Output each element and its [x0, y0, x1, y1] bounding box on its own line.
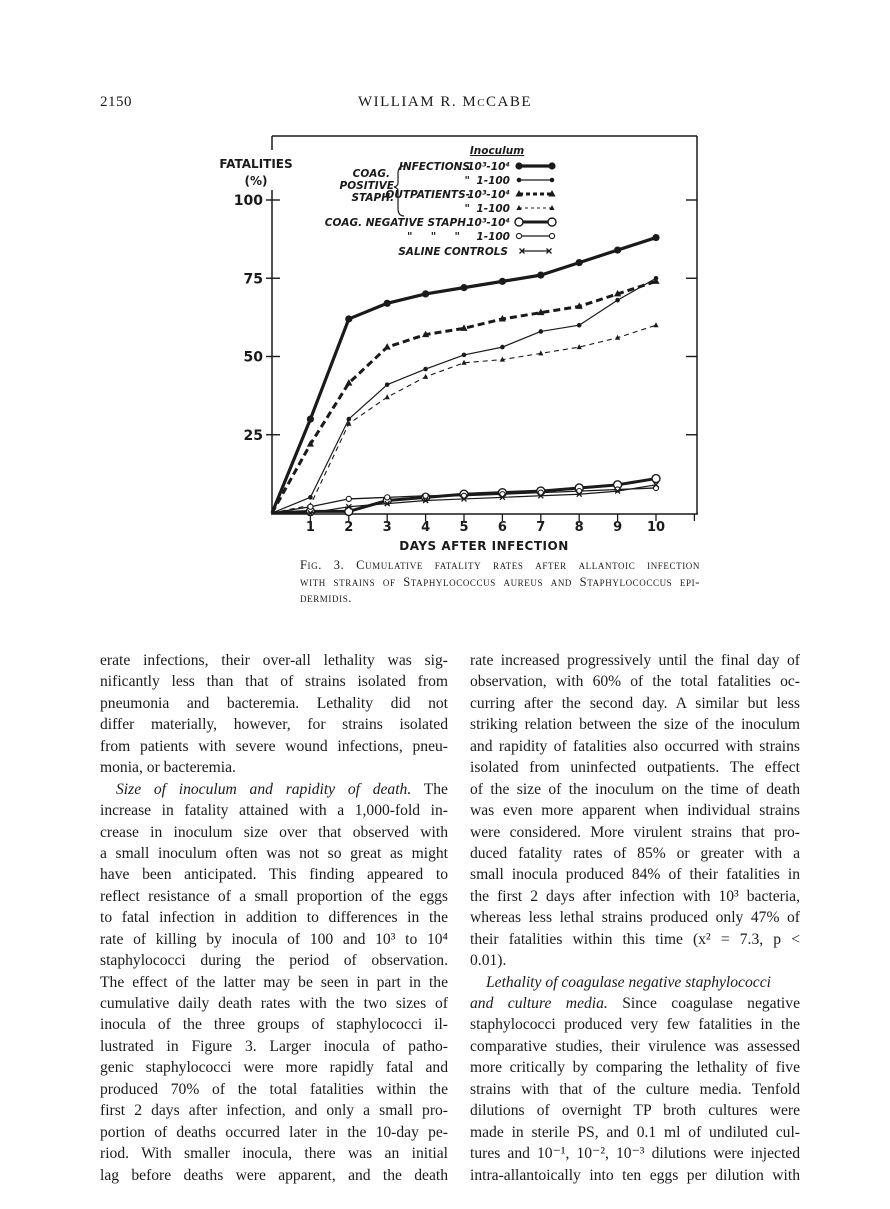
legend-label: COAG. NEGATIVE STAPH. — [324, 217, 470, 229]
text-line — [470, 1100, 800, 1121]
text-line — [470, 972, 800, 993]
text-span: comparative studies, their virulence was assessed — [470, 1037, 800, 1055]
text-span: a small inoculum often was not so great as might — [100, 844, 448, 862]
x-tick-label: 1 — [305, 520, 315, 535]
text-line — [470, 757, 800, 778]
text-line — [470, 1122, 800, 1143]
x-tick-label: 2 — [344, 520, 354, 535]
legend-label: " " " — [407, 231, 460, 243]
text-span: 0.01). — [470, 952, 507, 970]
text-line — [470, 993, 800, 1014]
point-small-dot — [423, 367, 428, 372]
text-line — [470, 1036, 800, 1057]
text-line — [100, 886, 448, 907]
legend-label: SALINE CONTROLS — [398, 246, 508, 258]
point-filled-circle — [384, 300, 391, 307]
text-line — [100, 864, 448, 885]
text-span: was even more apparent when individual strains — [470, 802, 800, 820]
text-line — [100, 1122, 448, 1143]
text-span: riod. With smaller inocula, there was an initial — [100, 1145, 448, 1163]
text-line — [470, 650, 800, 671]
text-span: portion of deaths occurred later in the 10-day pe- — [100, 1123, 448, 1141]
point-filled-circle — [576, 259, 583, 266]
text-span: strains with that of the culture media. Tenfold — [470, 1080, 800, 1098]
series-line — [272, 238, 656, 513]
point-small-triangle — [538, 350, 543, 355]
point-small-open-circle — [516, 233, 521, 238]
text-line — [470, 907, 800, 928]
text-line — [470, 822, 800, 843]
legend-inoculum: 1-100 — [476, 231, 510, 243]
x-tick-label: 3 — [382, 520, 392, 535]
text-span: the first 2 days after infection with 10³ bacteria, — [470, 887, 800, 905]
text-span: reflect resistance of a small proportion of the eggs — [100, 887, 448, 905]
point-small-dot — [517, 178, 522, 183]
italic-heading: Size of inoculum and rapidity of death. — [116, 780, 412, 798]
point-small-triangle — [385, 394, 390, 399]
text-line — [470, 1014, 800, 1035]
point-small-dot — [500, 345, 505, 350]
text-span: whereas less lethal strains produced only 47% of — [470, 909, 800, 927]
text-span: made in sterile PS, and 0.1 ml of undiluted cul- — [470, 1123, 800, 1141]
point-filled-circle — [515, 162, 522, 169]
text-span: monia, or bacteremia. — [100, 759, 236, 777]
italic-heading: and culture media. — [470, 995, 608, 1012]
legend-group-positive: POSITIVE — [339, 180, 394, 192]
text-span: staphylococci during the period of observation. — [100, 952, 448, 970]
text-line — [470, 929, 800, 950]
text-line — [470, 693, 800, 714]
point-filled-circle — [614, 246, 621, 253]
point-filled-circle — [422, 290, 429, 297]
point-filled-triangle — [384, 343, 391, 350]
text-span: of the size of the inoculum on the time of death — [470, 780, 800, 798]
point-small-dot — [308, 495, 313, 500]
text-line — [100, 779, 448, 800]
x-axis-label: DAYS AFTER INFECTION — [399, 539, 569, 553]
point-filled-circle — [537, 272, 544, 279]
point-small-open-circle — [385, 495, 390, 500]
text-span: intra-allantoically into ten eggs per dilution with — [470, 1166, 800, 1184]
text-span: tures and 10⁻¹, 10⁻², 10⁻³ dilutions were injected — [470, 1145, 800, 1163]
point-filled-circle — [652, 234, 659, 241]
series-3 — [272, 277, 660, 513]
text-span: produced 70% of the total fatalities within the — [100, 1080, 448, 1098]
text-span: observation, with 60% of the total fatalities oc- — [470, 673, 800, 691]
text-line — [100, 1100, 448, 1121]
text-line — [100, 950, 448, 971]
text-span: from patients with severe wound infections, pneu- — [100, 737, 448, 755]
text-line — [100, 1143, 448, 1164]
point-small-dot — [550, 178, 555, 183]
point-small-open-circle — [423, 493, 428, 498]
x-tick-label: 4 — [421, 520, 431, 535]
text-span: were considered. More virulent strains that pro- — [470, 823, 800, 841]
legend-label: " — [464, 203, 470, 215]
text-span: and rapidity of fatalities also occurred with strains — [470, 737, 800, 755]
fatality-chart — [0, 0, 890, 560]
point-filled-circle — [548, 162, 555, 169]
text-span: The effect of the latter may be seen in part in the — [100, 973, 448, 991]
text-line — [470, 1165, 800, 1186]
text-span: staphylococci produced very few fatalities in the — [470, 1016, 800, 1034]
y-tick-label: 100 — [233, 193, 263, 209]
legend-inoculum: 10³-10⁴ — [467, 217, 510, 229]
text-line — [470, 779, 800, 800]
text-line — [100, 736, 448, 757]
text-span: rate of killing by inocula of 100 and 10³ to 10⁴ — [100, 930, 448, 948]
series-4 — [272, 322, 659, 513]
text-line — [470, 1057, 800, 1078]
x-tick-label: 10 — [646, 520, 666, 535]
text-line — [100, 1079, 448, 1100]
figure-caption — [300, 557, 700, 607]
text-line — [470, 1143, 800, 1164]
text-span: their fatalities within this time (x² = 7.3, p < — [470, 930, 800, 948]
text-span: dilutions of overnight TP broth cultures were — [470, 1102, 800, 1120]
legend-group-staph: STAPH. — [351, 192, 394, 204]
text-span: crease in inoculum size over that observed with — [100, 823, 448, 841]
point-small-triangle — [653, 322, 658, 327]
point-filled-circle — [499, 278, 506, 285]
text-line — [100, 693, 448, 714]
series-1 — [272, 234, 660, 513]
point-small-open-circle — [308, 504, 313, 509]
text-column-right — [470, 650, 800, 1186]
series-line — [272, 281, 656, 513]
point-small-dot — [577, 323, 582, 328]
text-span: pneumonia and bacteremia. Lethality did not — [100, 694, 448, 712]
point-small-triangle — [423, 374, 428, 379]
text-line — [470, 864, 800, 885]
point-small-open-circle — [549, 233, 554, 238]
text-span: have been anticipated. This finding appeared to — [100, 866, 448, 884]
legend-title: Inoculum — [469, 145, 525, 157]
text-line — [100, 714, 448, 735]
y-axis-label-line2: (%) — [244, 174, 268, 188]
x-tick-label: 8 — [574, 520, 584, 535]
x-tick-label: 6 — [497, 520, 507, 535]
point-small-dot — [347, 417, 352, 422]
y-tick-label: 25 — [243, 427, 263, 444]
text-span: more critically by comparing the lethality of five — [470, 1059, 800, 1077]
legend-group-coag: COAG. — [352, 168, 390, 180]
text-span: curring after the second day. A similar but less — [470, 694, 800, 712]
text-line — [100, 1036, 448, 1057]
point-open-circle — [548, 218, 556, 226]
text-span: increase in fatality attained with a 1,000-fold in- — [100, 802, 448, 820]
legend-inoculum: 1-100 — [476, 175, 510, 187]
point-small-dot — [539, 329, 544, 334]
text-line — [100, 800, 448, 821]
text-span: genic staphylococci were more rapidly fatal and — [100, 1059, 448, 1077]
text-line — [470, 950, 800, 971]
text-line — [470, 886, 800, 907]
legend-label: INFECTIONS — [398, 161, 470, 173]
text-span: lustrated in Figure 3. Larger inocula of patho- — [100, 1037, 448, 1055]
text-span: Since coagulase negative — [607, 995, 800, 1012]
text-span: isolated from uninfected outpatients. The effect — [470, 759, 800, 777]
text-line — [100, 1165, 448, 1186]
point-open-circle — [515, 218, 523, 226]
text-span: first 2 days after infection, and only a small pro- — [100, 1102, 448, 1120]
point-filled-circle — [307, 416, 314, 423]
point-small-open-circle — [346, 496, 351, 501]
series-2 — [272, 276, 658, 513]
text-line — [470, 800, 800, 821]
text-line — [100, 843, 448, 864]
text-span: duced fatality rates of 85% or greater with a — [470, 844, 800, 862]
text-line — [100, 972, 448, 993]
text-span: The — [411, 780, 448, 798]
series-line — [272, 278, 656, 513]
text-line — [100, 929, 448, 950]
legend-inoculum: 10³-10⁴ — [467, 161, 510, 173]
text-line — [470, 1079, 800, 1100]
caption-line: with strains of Staphylococcus aureus and Staphylococcus epi- — [300, 574, 700, 589]
legend — [325, 145, 556, 258]
point-small-dot — [462, 353, 467, 358]
point-small-dot — [385, 382, 390, 387]
text-span: cumulative daily death rates with the two sizes of — [100, 995, 448, 1012]
text-line — [100, 1014, 448, 1035]
text-span: differ materially, however, for strains isolated — [100, 716, 448, 734]
point-filled-circle — [345, 315, 352, 322]
text-line — [470, 714, 800, 735]
page-number: 2150 — [100, 94, 132, 110]
text-line — [100, 822, 448, 843]
point-open-circle — [652, 475, 660, 483]
legend-inoculum: 1-100 — [476, 203, 510, 215]
text-line — [100, 907, 448, 928]
text-span: striking relation between the size of the inoculum — [470, 716, 800, 734]
text-line — [100, 993, 448, 1014]
running-head: WILLIAM R. McCABE — [357, 94, 533, 110]
text-span: lag before deaths were apparent, and the death — [100, 1166, 448, 1184]
caption-line: Fig. 3. Cumulative fatality rates after allantoic infection — [300, 558, 700, 572]
text-line — [470, 736, 800, 757]
legend-label: " — [464, 175, 470, 187]
point-small-dot — [615, 298, 620, 303]
text-span: to fatal infection in addition to differences in the — [100, 909, 448, 927]
text-span: erate infections, their over-all lethality was sig- — [100, 652, 448, 669]
legend-inoculum: 10³-10⁴ — [467, 189, 510, 201]
text-span: inocula of the three groups of staphylococci il- — [100, 1016, 448, 1034]
text-line — [100, 671, 448, 692]
x-tick-label: 7 — [536, 520, 546, 535]
text-line — [470, 671, 800, 692]
text-line — [100, 650, 448, 671]
text-span: rate increased progressively until the final day of — [470, 652, 800, 669]
caption-line: dermidis. — [300, 591, 353, 605]
x-tick-label: 5 — [459, 520, 469, 535]
italic-heading: Lethality of coagulase negative staphylococci — [486, 973, 771, 991]
text-line — [470, 843, 800, 864]
text-line — [100, 1057, 448, 1078]
legend-label: OUTPATIENTS- — [385, 189, 470, 201]
text-line — [100, 757, 448, 778]
y-tick-label: 75 — [243, 271, 263, 288]
y-tick-label: 50 — [243, 349, 263, 366]
point-filled-circle — [460, 284, 467, 291]
x-tick-label: 9 — [613, 520, 623, 535]
y-axis-label-line1: FATALITIES — [219, 157, 293, 171]
text-span: nificantly less than that of strains isolated from — [100, 673, 448, 691]
text-span: small inocula produced 84% of their fatalities in — [470, 866, 800, 884]
text-column-left — [100, 650, 448, 1186]
